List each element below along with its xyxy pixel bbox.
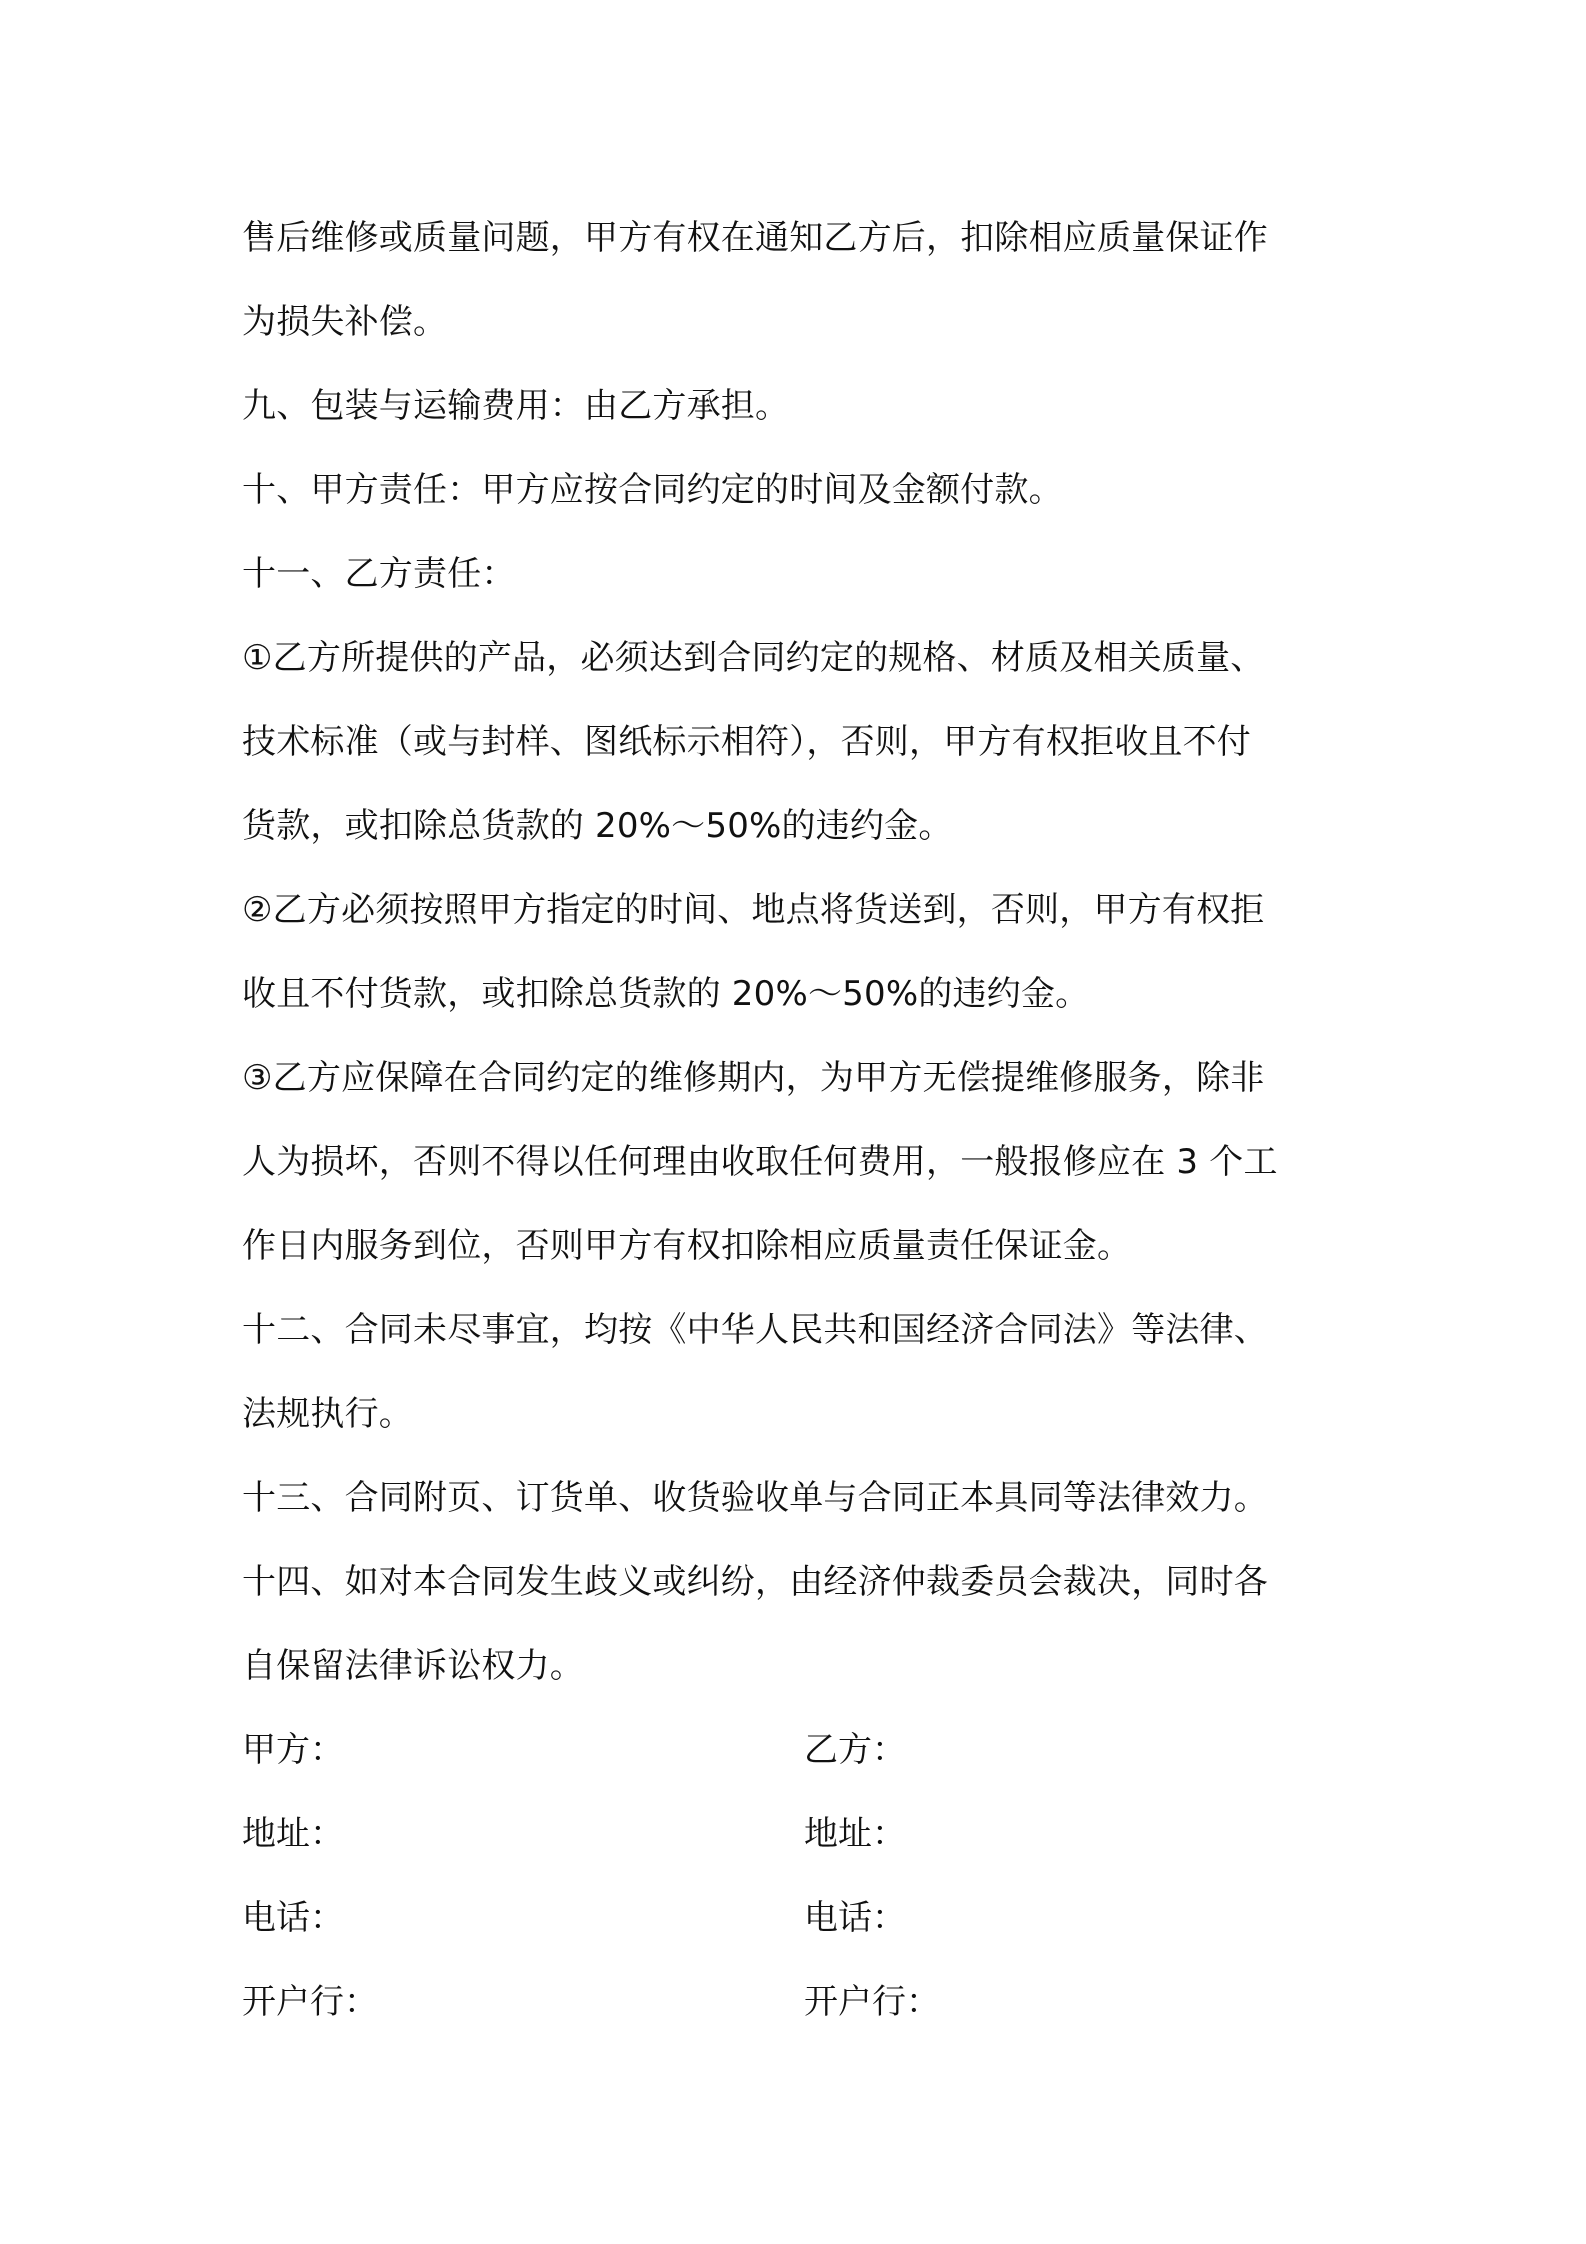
clause-12-line-1: 十二、合同未尽事宜，均按《中华人民共和国经济合同法》等法律、 — [242, 1310, 1268, 1350]
clause-12-line-2: 法规执行。 — [242, 1394, 413, 1434]
party-a-phone-label: 电话： — [242, 1898, 344, 1938]
party-b-phone-label: 电话： — [804, 1898, 906, 1938]
party-a-label: 甲方： — [242, 1730, 344, 1770]
clause-11-party-b-duty-heading: 十一、乙方责任： — [242, 554, 516, 594]
party-b-address-label: 地址： — [804, 1814, 906, 1854]
party-a-address-label: 地址： — [242, 1814, 344, 1854]
clause-11-item-3-line-1: ③乙方应保障在合同约定的维修期内，为甲方无偿提维修服务，除非 — [242, 1058, 1265, 1098]
clause-11-item-1-line-3: 货款，或扣除总货款的 20%～50%的违约金。 — [242, 806, 953, 846]
document-body — [242, 196, 1362, 2044]
signature-row-bank — [242, 1960, 1362, 2044]
signature-row-party — [242, 1708, 1362, 1792]
clause-14-line-2: 自保留法律诉讼权力。 — [242, 1646, 584, 1686]
signature-row-phone — [242, 1876, 1362, 1960]
text-line-quality-warranty: 售后维修或质量问题，甲方有权在通知乙方后，扣除相应质量保证作 — [242, 218, 1268, 258]
signature-row-address — [242, 1792, 1362, 1876]
signature-block — [242, 1708, 1362, 2044]
clause-11-item-2-line-2: 收且不付货款，或扣除总货款的 20%～50%的违约金。 — [242, 974, 1090, 1014]
party-b-label: 乙方： — [804, 1730, 906, 1770]
clause-9-packaging-transport: 九、包装与运输费用：由乙方承担。 — [242, 386, 790, 426]
clause-11-item-1-line-1: ①乙方所提供的产品，必须达到合同约定的规格、材质及相关质量、 — [242, 638, 1265, 678]
text-line-loss-compensation: 为损失补偿。 — [242, 302, 448, 342]
clause-11-item-3-line-2: 人为损坏，否则不得以任何理由收取任何费用，一般报修应在 3 个工 — [242, 1142, 1278, 1182]
clause-11-item-1-line-2: 技术标准（或与封样、图纸标示相符），否则，甲方有权拒收且不付 — [242, 722, 1251, 762]
party-a-bank-label: 开户行： — [242, 1982, 378, 2022]
party-b-bank-label: 开户行： — [804, 1982, 940, 2022]
clause-14-line-1: 十四、如对本合同发生歧义或纠纷，由经济仲裁委员会裁决，同时各 — [242, 1562, 1268, 1602]
clause-13: 十三、合同附页、订货单、收货验收单与合同正本具同等法律效力。 — [242, 1478, 1268, 1518]
clause-10-party-a-duty: 十、甲方责任：甲方应按合同约定的时间及金额付款。 — [242, 470, 1063, 510]
clause-11-item-2-line-1: ②乙方必须按照甲方指定的时间、地点将货送到，否则，甲方有权拒 — [242, 890, 1265, 930]
clause-11-item-3-line-3: 作日内服务到位，否则甲方有权扣除相应质量责任保证金。 — [242, 1226, 1132, 1266]
